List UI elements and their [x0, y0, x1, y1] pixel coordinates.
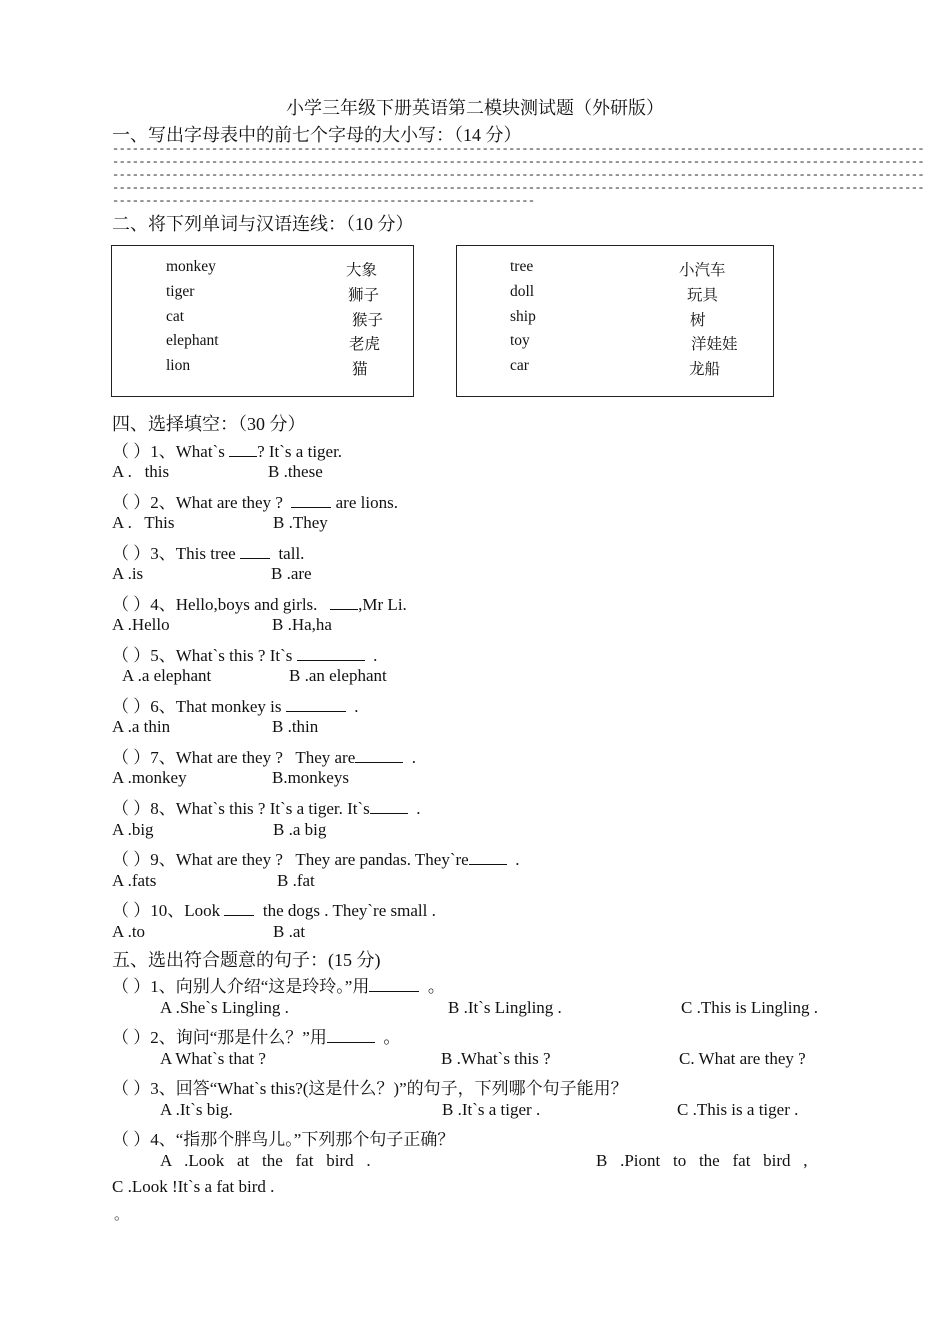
- question-text: 。: [419, 977, 445, 996]
- option-b: B .fat: [277, 871, 315, 890]
- question-5-4: [112, 1125, 454, 1150]
- dash-line: ---------------------------------------------------------------------------------------------------------------------------: [112, 155, 924, 169]
- question-text: （ ）9、What are they ? They are pandas. They`re: [112, 850, 469, 869]
- question-text: （ ）2、询问“那是什么？”用: [112, 1028, 327, 1047]
- question-text: （ ）7、What are they ? They are: [112, 748, 356, 767]
- option-b: B .a big: [273, 820, 327, 839]
- question-text: （ ）6、That monkey is: [112, 697, 286, 716]
- answer-blank[interactable]: [370, 799, 408, 814]
- question-text: 。: [374, 1028, 401, 1047]
- question-4-8: [112, 794, 421, 819]
- english-word: car: [510, 357, 529, 374]
- english-word: lion: [166, 357, 191, 374]
- question-text: （ ）3、回答“What`s this?(这是什么？)”的句子，下列哪个句子能用？: [112, 1079, 628, 1098]
- option-c: C .Look !It`s a fat bird .: [112, 1177, 275, 1196]
- match-box-right: [456, 245, 774, 397]
- chinese-word: 玩具: [687, 287, 719, 304]
- question-5-2: [112, 1023, 400, 1048]
- dash-line: ---------------------------------------------------------------------------------------------------------------------------: [112, 181, 924, 195]
- question-text: are lions.: [331, 493, 398, 512]
- option-b: B .these: [268, 462, 323, 481]
- answer-blank[interactable]: [224, 901, 254, 916]
- dash-line: ----------------------------------------------------------------: [112, 194, 535, 208]
- chinese-word: 龙船: [689, 361, 721, 378]
- option-b: B .are: [271, 564, 312, 583]
- question-text: ,Mr Li.: [358, 595, 407, 614]
- english-word: monkey: [166, 258, 216, 275]
- dash-line: ---------------------------------------------------------------------------------------------------------------------------: [112, 142, 924, 156]
- question-4-2: [112, 488, 398, 513]
- answer-blank[interactable]: [297, 646, 365, 661]
- chinese-word: 洋娃娃: [691, 336, 738, 353]
- option-a: A .a elephant: [122, 666, 212, 685]
- option-a: A .monkey: [112, 768, 187, 787]
- chinese-word: 猫: [352, 361, 368, 378]
- answer-blank[interactable]: [286, 697, 346, 712]
- english-word: tree: [510, 258, 534, 275]
- option-b: B .Ha,ha: [272, 615, 332, 634]
- question-4-3: [112, 539, 304, 564]
- match-box-left: [111, 245, 414, 397]
- english-word: toy: [510, 332, 530, 349]
- question-4-9: [112, 845, 519, 870]
- question-text: （ ）4、Hello,boys and girls.: [112, 595, 331, 614]
- question-4-5: [112, 641, 377, 666]
- question-text: tall.: [269, 544, 305, 563]
- question-4-7: [112, 743, 416, 768]
- answer-blank[interactable]: [330, 595, 358, 610]
- question-text: the dogs . They`re small .: [254, 901, 436, 920]
- option-b: B .an elephant: [289, 666, 387, 685]
- answer-blank[interactable]: [240, 544, 270, 559]
- english-word: tiger: [166, 283, 195, 300]
- question-text: （ ）4、“指那个胖鸟儿。”下列那个句子正确？: [112, 1130, 455, 1149]
- question-text: （ ）3、This tree: [112, 544, 240, 563]
- option-a: A .She`s Lingling .: [160, 998, 289, 1017]
- option-a: A .is: [112, 564, 144, 583]
- question-text: .: [506, 850, 520, 869]
- section4-heading: 四、选择填空：（30 分）: [112, 414, 306, 434]
- question-4-4: [112, 590, 407, 615]
- option-a: A .fats: [112, 871, 157, 890]
- question-4-1: [112, 437, 342, 462]
- option-a: A .a thin: [112, 717, 171, 736]
- english-word: ship: [510, 308, 536, 325]
- option-a: A .It`s big.: [160, 1100, 233, 1119]
- chinese-word: 狮子: [348, 287, 380, 304]
- chinese-word: 大象: [346, 262, 378, 279]
- option-b: B .What`s this ?: [441, 1049, 551, 1068]
- answer-blank[interactable]: [469, 850, 507, 865]
- dash-line: ---------------------------------------------------------------------------------------------------------------------------: [112, 168, 924, 182]
- chinese-word: 树: [690, 312, 706, 329]
- option-b: B.monkeys: [272, 768, 349, 787]
- option-b: B .It`s Lingling .: [448, 998, 562, 1017]
- question-text: .: [345, 697, 359, 716]
- chinese-word: 猴子: [352, 312, 384, 329]
- option-a: A .Look at the fat bird .: [160, 1151, 371, 1170]
- chinese-word: 小汽车: [679, 262, 726, 279]
- option-a: A .to: [112, 922, 146, 941]
- option-c: C. What are they ?: [679, 1049, 806, 1068]
- answer-blank[interactable]: [369, 977, 419, 992]
- option-a: A . This: [112, 513, 175, 532]
- option-a: A . this: [112, 462, 170, 481]
- section1-heading: 一、写出字母表中的前七个字母的大小写：（14 分）: [112, 125, 522, 145]
- section2-heading: 二、将下列单词与汉语连线：（10 分）: [112, 214, 414, 234]
- question-text: （ ）2、What are they ?: [112, 493, 292, 512]
- option-c: C .This is a tiger .: [677, 1100, 799, 1119]
- question-text: （ ）10、Look: [112, 901, 225, 920]
- question-text: .: [364, 646, 378, 665]
- answer-blank[interactable]: [355, 748, 403, 763]
- option-b: B .thin: [272, 717, 319, 736]
- question-text: ? It`s a tiger.: [257, 442, 343, 461]
- question-4-10: [112, 896, 436, 921]
- question-5-3: [112, 1074, 628, 1099]
- english-word: doll: [510, 283, 535, 300]
- question-text: （ ）8、What`s this ? It`s a tiger. It`s: [112, 799, 370, 818]
- option-b: B .It`s a tiger .: [442, 1100, 541, 1119]
- option-b: B .at: [273, 922, 306, 941]
- section5-heading: 五、选出符合题意的句子：(15 分): [112, 950, 381, 970]
- question-5-1: [112, 972, 445, 997]
- trailing-mark: 。: [114, 1207, 130, 1223]
- question-text: .: [407, 799, 421, 818]
- question-text: （ ）1、What`s: [112, 442, 230, 461]
- chinese-word: 老虎: [349, 336, 381, 353]
- page-title: 小学三年级下册英语第二模块测试题（外研版）: [286, 98, 664, 118]
- answer-blank[interactable]: [327, 1028, 375, 1043]
- option-c: C .This is Lingling .: [681, 998, 818, 1017]
- english-word: cat: [166, 308, 185, 325]
- question-text: .: [403, 748, 417, 767]
- answer-blank[interactable]: [229, 442, 257, 457]
- option-a: A What`s that ?: [160, 1049, 266, 1068]
- option-b: B .They: [273, 513, 328, 532]
- answer-blank[interactable]: [291, 493, 331, 508]
- option-a: A .big: [112, 820, 154, 839]
- question-4-6: [112, 692, 359, 717]
- english-word: elephant: [166, 332, 219, 349]
- question-text: （ ）1、向别人介绍“这是玲玲。”用: [112, 977, 370, 996]
- question-text: （ ）5、What`s this ? It`s: [112, 646, 297, 665]
- option-b: B .Piont to the fat bird ,: [596, 1151, 808, 1170]
- option-a: A .Hello: [112, 615, 170, 634]
